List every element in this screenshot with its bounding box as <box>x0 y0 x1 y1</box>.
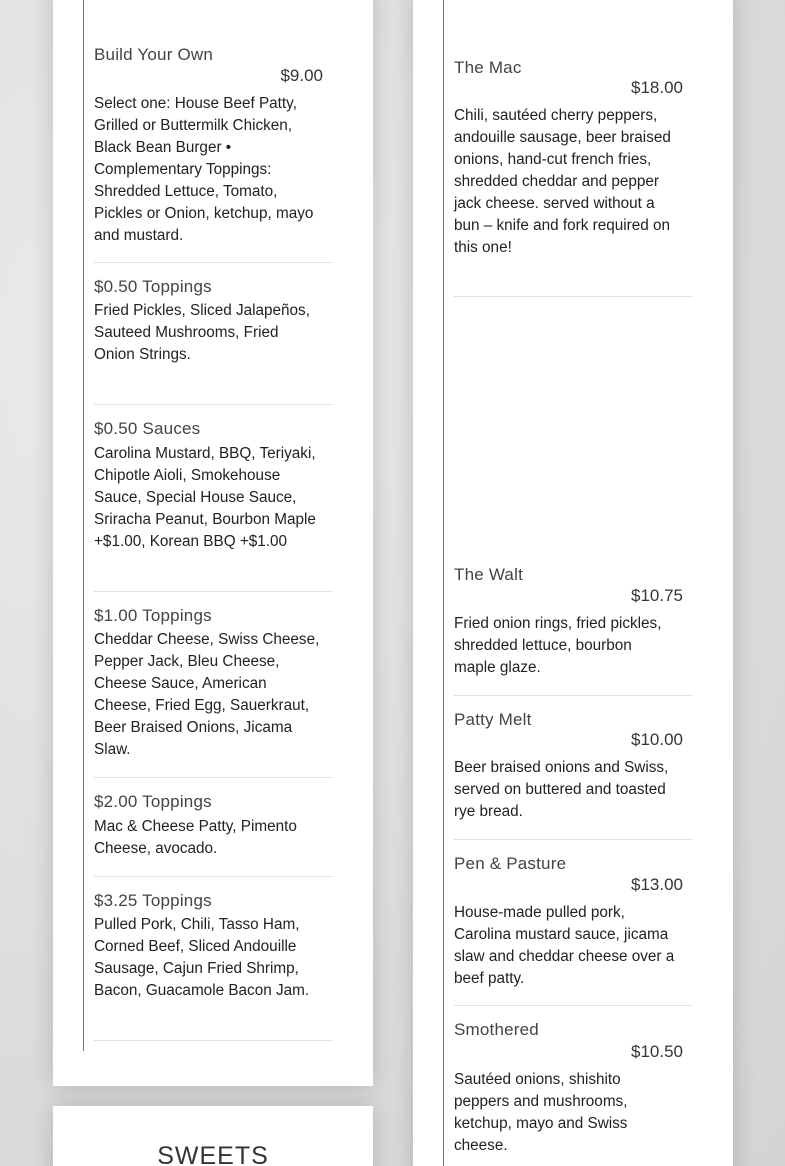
item-name: $3.25 Toppings <box>94 891 212 910</box>
item-name: Pen & Pasture <box>454 854 567 873</box>
menu-card-sweets <box>53 1106 373 1166</box>
item-description: Beer braised onions and Swiss, served on buttered and toasted rye bread. <box>454 759 669 820</box>
menu-item-patty-melt <box>454 709 694 823</box>
item-description: Chili, sautéed cherry peppers, andouille sausage, beer braised onions, hand-cut french fries, shredded cheddar and pepper jack cheese. served without a bun – knife and fork required on this one! <box>454 107 671 256</box>
item-price: $13.00 <box>631 875 683 894</box>
divider <box>94 876 333 877</box>
item-name: Patty Melt <box>454 710 532 729</box>
item-name: $0.50 Sauces <box>94 419 201 438</box>
divider <box>94 1040 333 1041</box>
item-name: Smothered <box>454 1020 539 1039</box>
accent-line <box>443 0 444 1166</box>
item-description: Select one: House Beef Patty, Grilled or Buttermilk Chicken, Black Bean Burger • Complementary Toppings: Shredded Lettuce, Tomato, Pickles or Onion, ketchup, mayo and mustard. <box>94 95 314 244</box>
menu-card-right <box>413 0 733 1166</box>
divider <box>94 591 333 592</box>
divider <box>94 777 333 778</box>
item-name: $1.00 Toppings <box>94 606 212 625</box>
divider <box>454 695 693 696</box>
menu-item-pen-and-pasture <box>454 853 694 990</box>
item-description: Cheddar Cheese, Swiss Cheese, Pepper Jack, Bleu Cheese, Cheese Sauce, American Cheese, Fried Egg, Sauerkraut, Beer Braised Onions, Jicama Slaw. <box>94 631 320 758</box>
menu-item-smothered <box>454 1019 694 1157</box>
menu-item-325-toppings <box>94 890 334 1002</box>
item-price: $10.00 <box>631 730 683 749</box>
item-description: Mac & Cheese Patty, Pimento Cheese, avocado. <box>94 818 297 857</box>
item-description: Sautéed onions, shishito peppers and mushrooms, ketchup, mayo and Swiss cheese. <box>454 1071 628 1154</box>
accent-line <box>83 0 84 1051</box>
item-price: $10.50 <box>631 1042 683 1061</box>
menu-item-build-your-own <box>94 44 334 247</box>
item-price: $10.75 <box>631 586 683 605</box>
item-description: Fried onion rings, fried pickles, shredded lettuce, bourbon maple glaze. <box>454 615 662 676</box>
menu-item-the-walt <box>454 564 694 679</box>
divider <box>94 262 333 263</box>
item-name: $0.50 Toppings <box>94 277 212 296</box>
item-name: The Walt <box>454 565 523 584</box>
section-title: SWEETS <box>157 1142 269 1166</box>
menu-item-050-toppings <box>94 276 334 366</box>
divider <box>94 404 333 405</box>
menu-card-left <box>53 0 373 1086</box>
item-price: $9.00 <box>280 66 323 85</box>
menu-item-100-toppings <box>94 605 334 761</box>
menu-item-200-toppings <box>94 791 334 860</box>
item-description: Pulled Pork, Chili, Tasso Ham, Corned Beef, Sliced Andouille Sausage, Cajun Fried Shrimp, Bacon, Guacamole Bacon Jam. <box>94 916 310 999</box>
item-name: The Mac <box>454 58 522 77</box>
item-price: $18.00 <box>631 78 683 97</box>
divider <box>454 1005 693 1006</box>
item-description: Carolina Mustard, BBQ, Teriyaki, Chipotle Aioli, Smokehouse Sauce, Special House Sauce, Sriracha Peanut, Bourbon Maple +$1.00, Korean BBQ +$1.00 <box>94 445 316 550</box>
item-description: Fried Pickles, Sliced Jalapeños, Sauteed Mushrooms, Fried Onion Strings. <box>94 302 310 363</box>
menu-item-the-mac <box>454 57 694 259</box>
divider <box>454 839 693 840</box>
item-name: $2.00 Toppings <box>94 792 212 811</box>
item-name: Build Your Own <box>94 45 214 64</box>
item-description: House-made pulled pork, Carolina mustard sauce, jicama slaw and cheddar cheese over a beef patty. <box>454 904 675 987</box>
divider <box>454 296 693 297</box>
menu-item-050-sauces <box>94 418 334 553</box>
